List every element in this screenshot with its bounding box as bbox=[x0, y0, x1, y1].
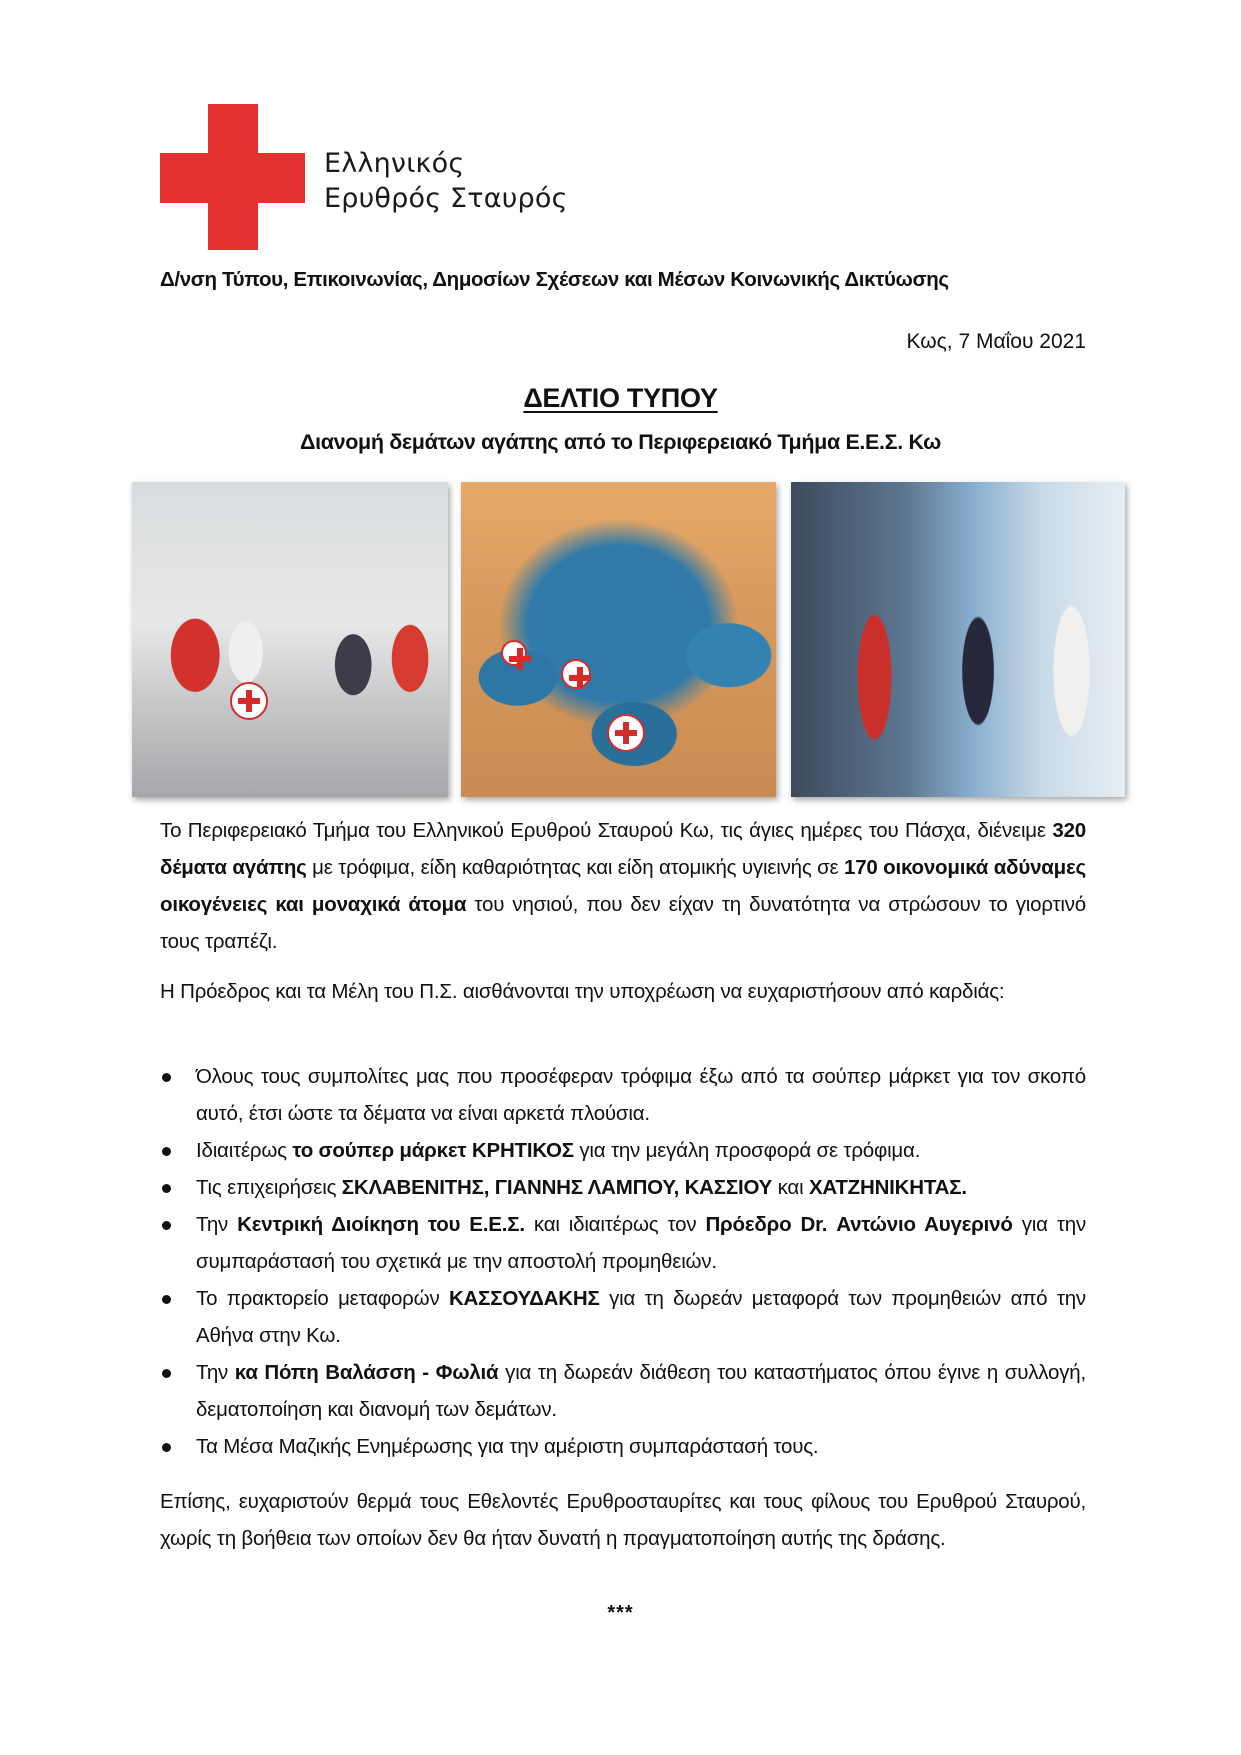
text: για τη δωρεάν μεταφορά των προμηθειών από την Αθήνα στην Κω. bbox=[196, 1287, 1086, 1347]
red-cross-icon-bar bbox=[160, 153, 305, 203]
red-cross-emblem-icon bbox=[501, 640, 527, 666]
thanks-intro-paragraph: Η Πρόεδρος και τα Μέλη του Π.Σ. αισθάνονται την υποχρέωση να ευχαριστήσουν από καρδιάς: bbox=[160, 980, 1005, 1003]
list-item bbox=[160, 1428, 1086, 1465]
bullet-icon bbox=[162, 1369, 171, 1378]
photo-volunteers-supermarket bbox=[791, 482, 1125, 797]
text: του νησιού, που δεν είχαν τη δυνατότητα να στρώσουν το γιορτινό τους τραπέζι. bbox=[160, 893, 1087, 953]
logo-wordmark bbox=[324, 146, 568, 216]
bold-text: κα Πόπη Βαλάσση - Φωλιά bbox=[234, 1361, 499, 1384]
text: για την συμπαράστασή του σχετικά με την αποστολή προμηθειών. bbox=[196, 1213, 1086, 1273]
bold-text: ΣΚΛΑΒΕΝΙΤΗΣ, ΓΙΑΝΝΗΣ ΛΑΜΠΟΥ, ΚΑΣΣΙΟΥ bbox=[341, 1176, 773, 1199]
text: Τις επιχειρήσεις bbox=[196, 1176, 342, 1199]
bullet-icon bbox=[162, 1443, 171, 1452]
photo-volunteers-carts bbox=[132, 482, 448, 797]
department-heading: Δ/νση Τύπου, Επικοινωνίας, Δημοσίων Σχέσεων και Μέσων Κοινωνικής Δικτύωσης bbox=[160, 268, 949, 291]
closing-paragraph: Επίσης, ευχαριστούν θερμά τους Εθελοντές Ερυθροσταυρίτες και τους φίλους του Ερυθρού Σταυρού, χωρίς τη βοήθεια των οποίων δεν θα ήταν δυνατή η πραγματοποίηση αυτής της δράσης. bbox=[160, 1490, 1086, 1550]
text: και bbox=[772, 1176, 809, 1199]
text: Τα Μέσα Μαζικής Ενημέρωσης για την αμέριστη συμπαράστασή τους. bbox=[196, 1435, 819, 1458]
list-item bbox=[160, 1058, 1086, 1132]
text: Το πρακτορείο μεταφορών bbox=[196, 1287, 449, 1310]
title-text: ΔΕΛΤΙΟ ΤΥΠΟΥ bbox=[523, 383, 718, 413]
bold-text: Κεντρική Διοίκηση του Ε.Ε.Σ. bbox=[237, 1213, 525, 1236]
logo-line-1: Ελληνικός bbox=[324, 148, 465, 179]
bullet-icon bbox=[162, 1221, 171, 1230]
text: με τρόφιμα, είδη καθαριότητας και είδη ατομικής υγιεινής σε bbox=[306, 856, 845, 879]
bold-text: Πρόεδρο Dr. Αντώνιο Αυγερινό bbox=[705, 1213, 1013, 1236]
list-item bbox=[160, 1354, 1086, 1428]
press-release-title bbox=[0, 383, 1241, 414]
red-cross-emblem-icon bbox=[230, 682, 268, 720]
end-marker: *** bbox=[607, 1602, 634, 1624]
red-cross-emblem-icon bbox=[607, 714, 645, 752]
red-cross-emblem-icon bbox=[561, 659, 591, 689]
photo-parcels-bags bbox=[461, 482, 776, 797]
date-location: Κως, 7 Μαΐου 2021 bbox=[906, 330, 1086, 353]
text: Την bbox=[196, 1361, 235, 1384]
intro-paragraph bbox=[160, 812, 1086, 960]
bullet-icon bbox=[162, 1147, 171, 1156]
bold-text: το σούπερ μάρκετ ΚΡΗΤΙΚΟΣ bbox=[292, 1139, 574, 1162]
text: Το Περιφερειακό Τμήμα του Ελληνικού Ερυθρού Σταυρού Κω, τις άγιες ημέρες του Πάσχα, διένειμε bbox=[160, 819, 1053, 842]
list-item bbox=[160, 1206, 1086, 1280]
bold-text: ΧΑΤΖΗΝΙΚΗΤΑΣ. bbox=[808, 1176, 967, 1199]
text: και ιδιαιτέρως τον bbox=[524, 1213, 706, 1236]
list-item bbox=[160, 1169, 1086, 1206]
families-count: 170 οικονομικά αδύναμες οικογένειες και μοναχικά άτομα bbox=[160, 856, 1087, 916]
parcels-count: 320 δέματα αγάπης bbox=[160, 819, 1086, 879]
thanks-list bbox=[160, 1058, 1086, 1465]
red-cross-logo bbox=[160, 104, 600, 252]
text: Όλους τους συμπολίτες μας που προσέφεραν τρόφιμα έξω από τα σούπερ μάρκετ για τον σκοπό αυτό, έτσι ώστε τα δέματα να είναι αρκετά πλούσια. bbox=[196, 1065, 1086, 1125]
press-release-subtitle: Διανομή δεμάτων αγάπης από το Περιφερειακό Τμήμα Ε.Ε.Σ. Κω bbox=[300, 430, 941, 454]
text: Την bbox=[196, 1213, 238, 1236]
list-item bbox=[160, 1280, 1086, 1354]
bullet-icon bbox=[162, 1184, 171, 1193]
text: Ιδιαιτέρως bbox=[196, 1139, 293, 1162]
text: για τη δωρεάν διάθεση του καταστήματος όπου έγινε η συλλογή, δεματοποίηση και διανομή των δεμάτων. bbox=[196, 1361, 1086, 1421]
bullet-icon bbox=[162, 1073, 171, 1082]
bold-text: ΚΑΣΣΟΥΔΑΚΗΣ bbox=[448, 1287, 600, 1310]
bullet-icon bbox=[162, 1295, 171, 1304]
text: για την μεγάλη προσφορά σε τρόφιμα. bbox=[573, 1139, 921, 1162]
logo-line-2: Ερυθρός Σταυρός bbox=[324, 183, 568, 214]
list-item bbox=[160, 1132, 1086, 1169]
